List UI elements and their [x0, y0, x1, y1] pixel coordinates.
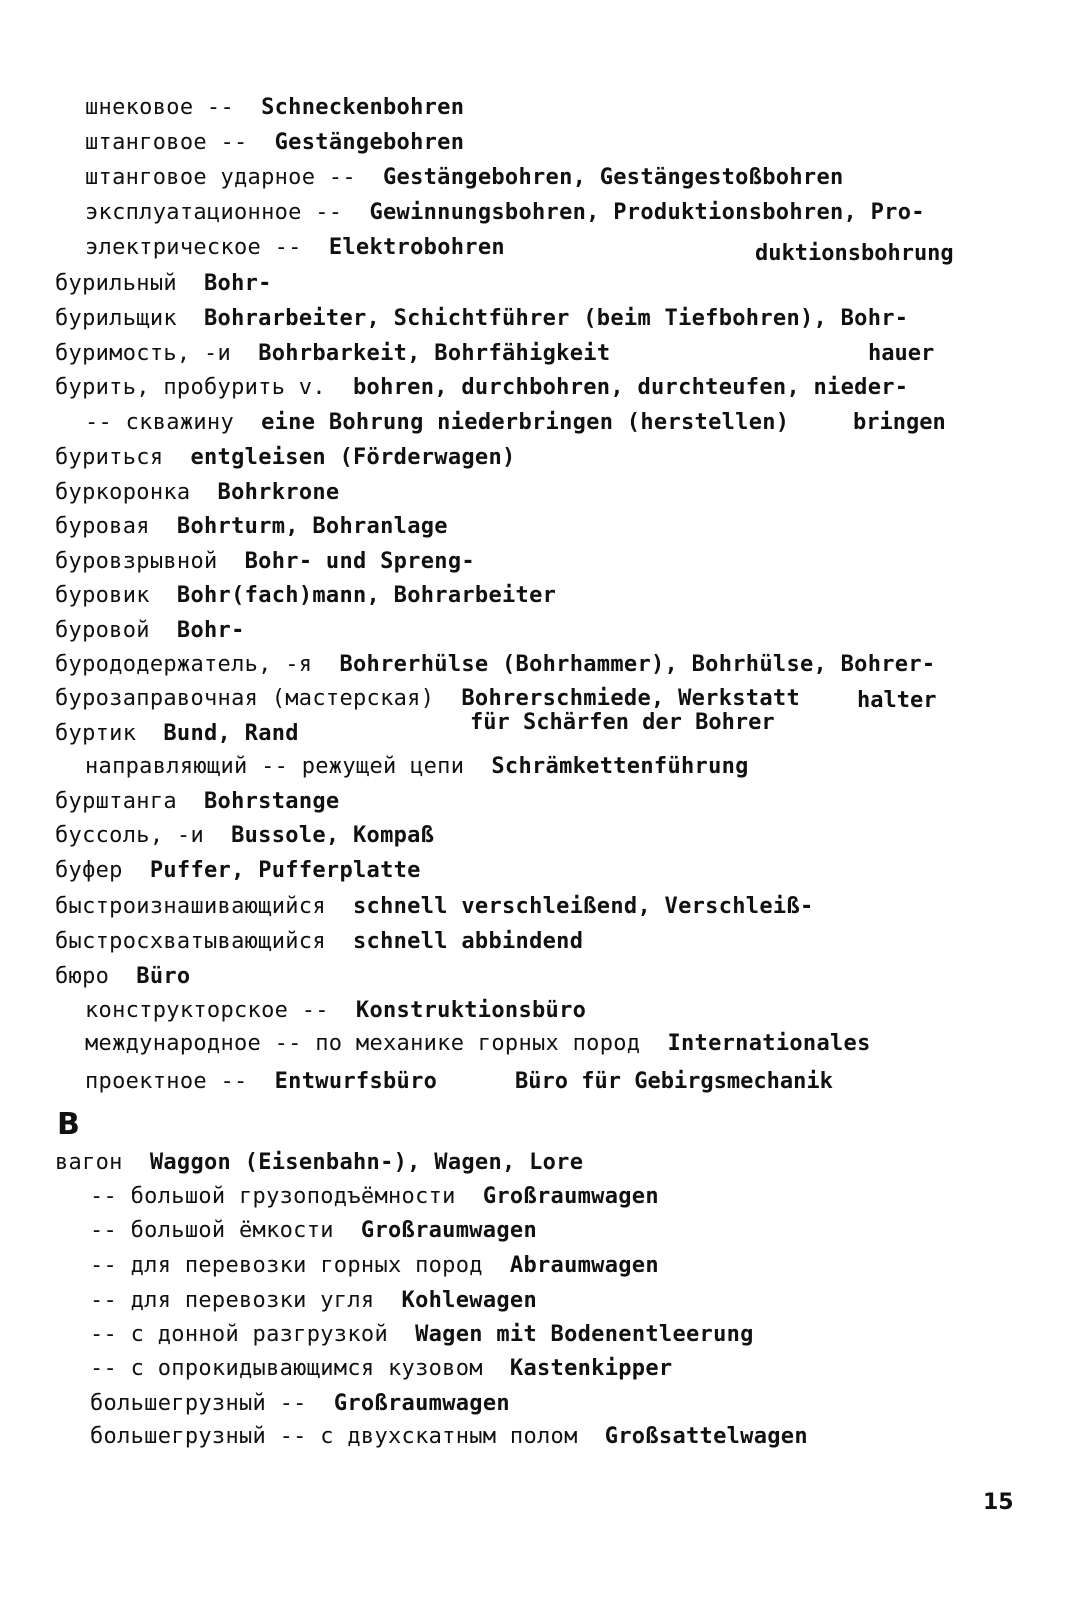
russian-term: бюро [55, 964, 110, 989]
entry-line [85, 235, 505, 261]
entry-line [55, 549, 475, 575]
entry-line [55, 306, 908, 332]
entry-line [85, 998, 586, 1024]
entry-line [55, 271, 272, 297]
entry-line [90, 1424, 808, 1450]
entry-line [55, 375, 908, 401]
russian-term: бурштанга [55, 789, 177, 814]
entry-line [55, 686, 800, 712]
german-translation: Gestängebohren [274, 130, 465, 155]
german-translation: Bund, Rand [163, 721, 299, 746]
russian-term: -- с опрокидывающимся кузовом [90, 1356, 483, 1381]
german-translation: Entwurfsbüro [274, 1069, 438, 1094]
entry-line [55, 858, 421, 884]
entry-line [85, 410, 789, 436]
russian-term: буфер [55, 858, 123, 883]
german-translation: Bohr- [204, 271, 272, 296]
entry-line [55, 341, 610, 367]
russian-term: -- скважину [85, 410, 234, 435]
entry-line [90, 1356, 672, 1382]
russian-term: буровзрывной [55, 549, 218, 574]
german-translation: Schneckenbohren [261, 95, 465, 120]
russian-term: конструкторское -- [85, 998, 329, 1023]
russian-term: -- большой грузоподъёмности [90, 1184, 456, 1209]
german-translation: Waggon (Eisenbahn-), Wagen, Lore [149, 1150, 584, 1175]
german-translation: Gestängebohren, Gestängestoßbohren [383, 165, 844, 190]
russian-term: буримость, -и [55, 341, 232, 366]
russian-term: проектное -- [85, 1069, 248, 1094]
german-translation: Gewinnungsbohren, Produktionsbohren, Pro- [369, 200, 925, 225]
entry-line [55, 652, 935, 678]
entry-line [55, 480, 339, 506]
german-translation: Großsattelwagen [604, 1424, 808, 1449]
german-translation: Wagen mit Bodenentleerung [415, 1322, 754, 1347]
german-translation: Kastenkipper [509, 1356, 673, 1381]
german-translation: eine Bohrung niederbringen (herstellen) [261, 410, 790, 435]
entry-line [85, 1031, 871, 1057]
entry-line [90, 1184, 659, 1210]
german-translation: bohren, durchbohren, durchteufen, nieder- [353, 375, 909, 400]
russian-term: буртик [55, 721, 137, 746]
russian-term: бурить, пробурить v. [55, 375, 326, 400]
russian-term: международное -- по механике горных пород [85, 1031, 641, 1056]
german-translation: Schrämkettenführung [491, 754, 749, 779]
russian-term: штанговое ударное -- [85, 165, 356, 190]
german-translation: schnell abbindend [353, 929, 584, 954]
entry-line [55, 583, 556, 609]
russian-term: направляющий -- режущей цепи [85, 754, 465, 779]
entry-line [55, 514, 448, 540]
german-translation: Konstruktionsbüro [355, 998, 587, 1023]
russian-term: большегрузный -- с двухскатным полом [90, 1424, 578, 1449]
russian-term: вагон [55, 1150, 123, 1175]
german-translation: Internationales [667, 1031, 871, 1056]
entry-line [55, 823, 434, 849]
russian-term: эксплуатационное -- [85, 200, 343, 225]
german-translation: Bussole, Kompaß [231, 823, 435, 848]
russian-term: штанговое -- [85, 130, 248, 155]
german-translation: Büro [136, 964, 191, 989]
russian-term: бурильщик [55, 306, 177, 331]
entry-line [55, 789, 339, 815]
german-translation: Bohrerhülse (Bohrhammer), Bohrhülse, Bohrer- [339, 652, 936, 677]
russian-term: буровой [55, 618, 150, 643]
german-translation: Elektrobohren [328, 235, 505, 260]
entry-line [55, 929, 583, 955]
entry-line [85, 754, 749, 780]
section-letter: В [57, 1107, 80, 1142]
entry-line [85, 200, 925, 226]
german-translation: Kohlewagen [401, 1288, 537, 1313]
entry-line [55, 894, 814, 920]
russian-term: большегрузный -- [90, 1391, 307, 1416]
german-translation: Bohrkrone [217, 480, 340, 505]
entry-line [85, 165, 844, 191]
continuation-text: halter [857, 688, 937, 713]
german-translation: Großraumwagen [482, 1184, 659, 1209]
german-translation: Puffer, Pufferplatte [149, 858, 421, 883]
entry-line [90, 1288, 537, 1314]
russian-term: быстроизнашивающийся [55, 894, 326, 919]
continuation-text: Büro für Gebirgsmechanik [515, 1069, 833, 1094]
german-translation: Großraumwagen [333, 1391, 510, 1416]
entry-line [90, 1253, 659, 1279]
continuation-text: für Schärfen der Bohrer [470, 710, 775, 735]
russian-term: буриться [55, 445, 164, 470]
entry-line [85, 130, 464, 156]
german-translation: Abraumwagen [509, 1253, 659, 1278]
russian-term: бурильный [55, 271, 177, 296]
russian-term: бурозаправочная (мастерская) [55, 686, 435, 711]
russian-term: быстросхватывающийся [55, 929, 326, 954]
german-translation: Bohrerschmiede, Werkstatt [461, 686, 800, 711]
german-translation: Bohr(fach)mann, Bohrarbeiter [176, 583, 557, 608]
page-number: 15 [983, 1490, 1014, 1515]
continuation-text: hauer [868, 341, 935, 366]
continuation-text: duktionsbohrung [755, 241, 954, 266]
entry-line [55, 618, 245, 644]
german-translation: Bohr- und Spreng- [244, 549, 475, 574]
russian-term: бурододержатель, -я [55, 652, 313, 677]
continuation-text: bringen [853, 410, 946, 435]
russian-term: -- большой ёмкости [90, 1218, 334, 1243]
entry-line [90, 1322, 754, 1348]
german-translation: Bohrstange [204, 789, 340, 814]
german-translation: Großraumwagen [360, 1218, 537, 1243]
russian-term: -- для перевозки угля [90, 1288, 375, 1313]
german-translation: schnell verschleißend, Verschleiß- [353, 894, 814, 919]
entry-line [55, 1150, 583, 1176]
german-translation: Bohrbarkeit, Bohrfähigkeit [258, 341, 611, 366]
russian-term: буссоль, -и [55, 823, 204, 848]
entry-line [90, 1391, 510, 1417]
entry-line [55, 721, 299, 747]
entry-line [90, 1218, 537, 1244]
russian-term: -- с донной разгрузкой [90, 1322, 388, 1347]
russian-term: -- для перевозки горных пород [90, 1253, 483, 1278]
entry-line [55, 964, 190, 990]
russian-term: шнековое -- [85, 95, 234, 120]
russian-term: буровик [55, 583, 150, 608]
entry-line [85, 95, 464, 121]
russian-term: буровая [55, 514, 150, 539]
entry-line [85, 1069, 437, 1095]
entry-line [55, 445, 516, 471]
russian-term: электрическое -- [85, 235, 302, 260]
german-translation: Bohrarbeiter, Schichtführer (beim Tiefbohren), Bohr- [204, 306, 909, 331]
russian-term: буркоронка [55, 480, 191, 505]
german-translation: Bohr- [176, 618, 245, 643]
german-translation: Bohrturm, Bohranlage [176, 514, 448, 539]
german-translation: entgleisen (Förderwagen) [190, 445, 516, 470]
